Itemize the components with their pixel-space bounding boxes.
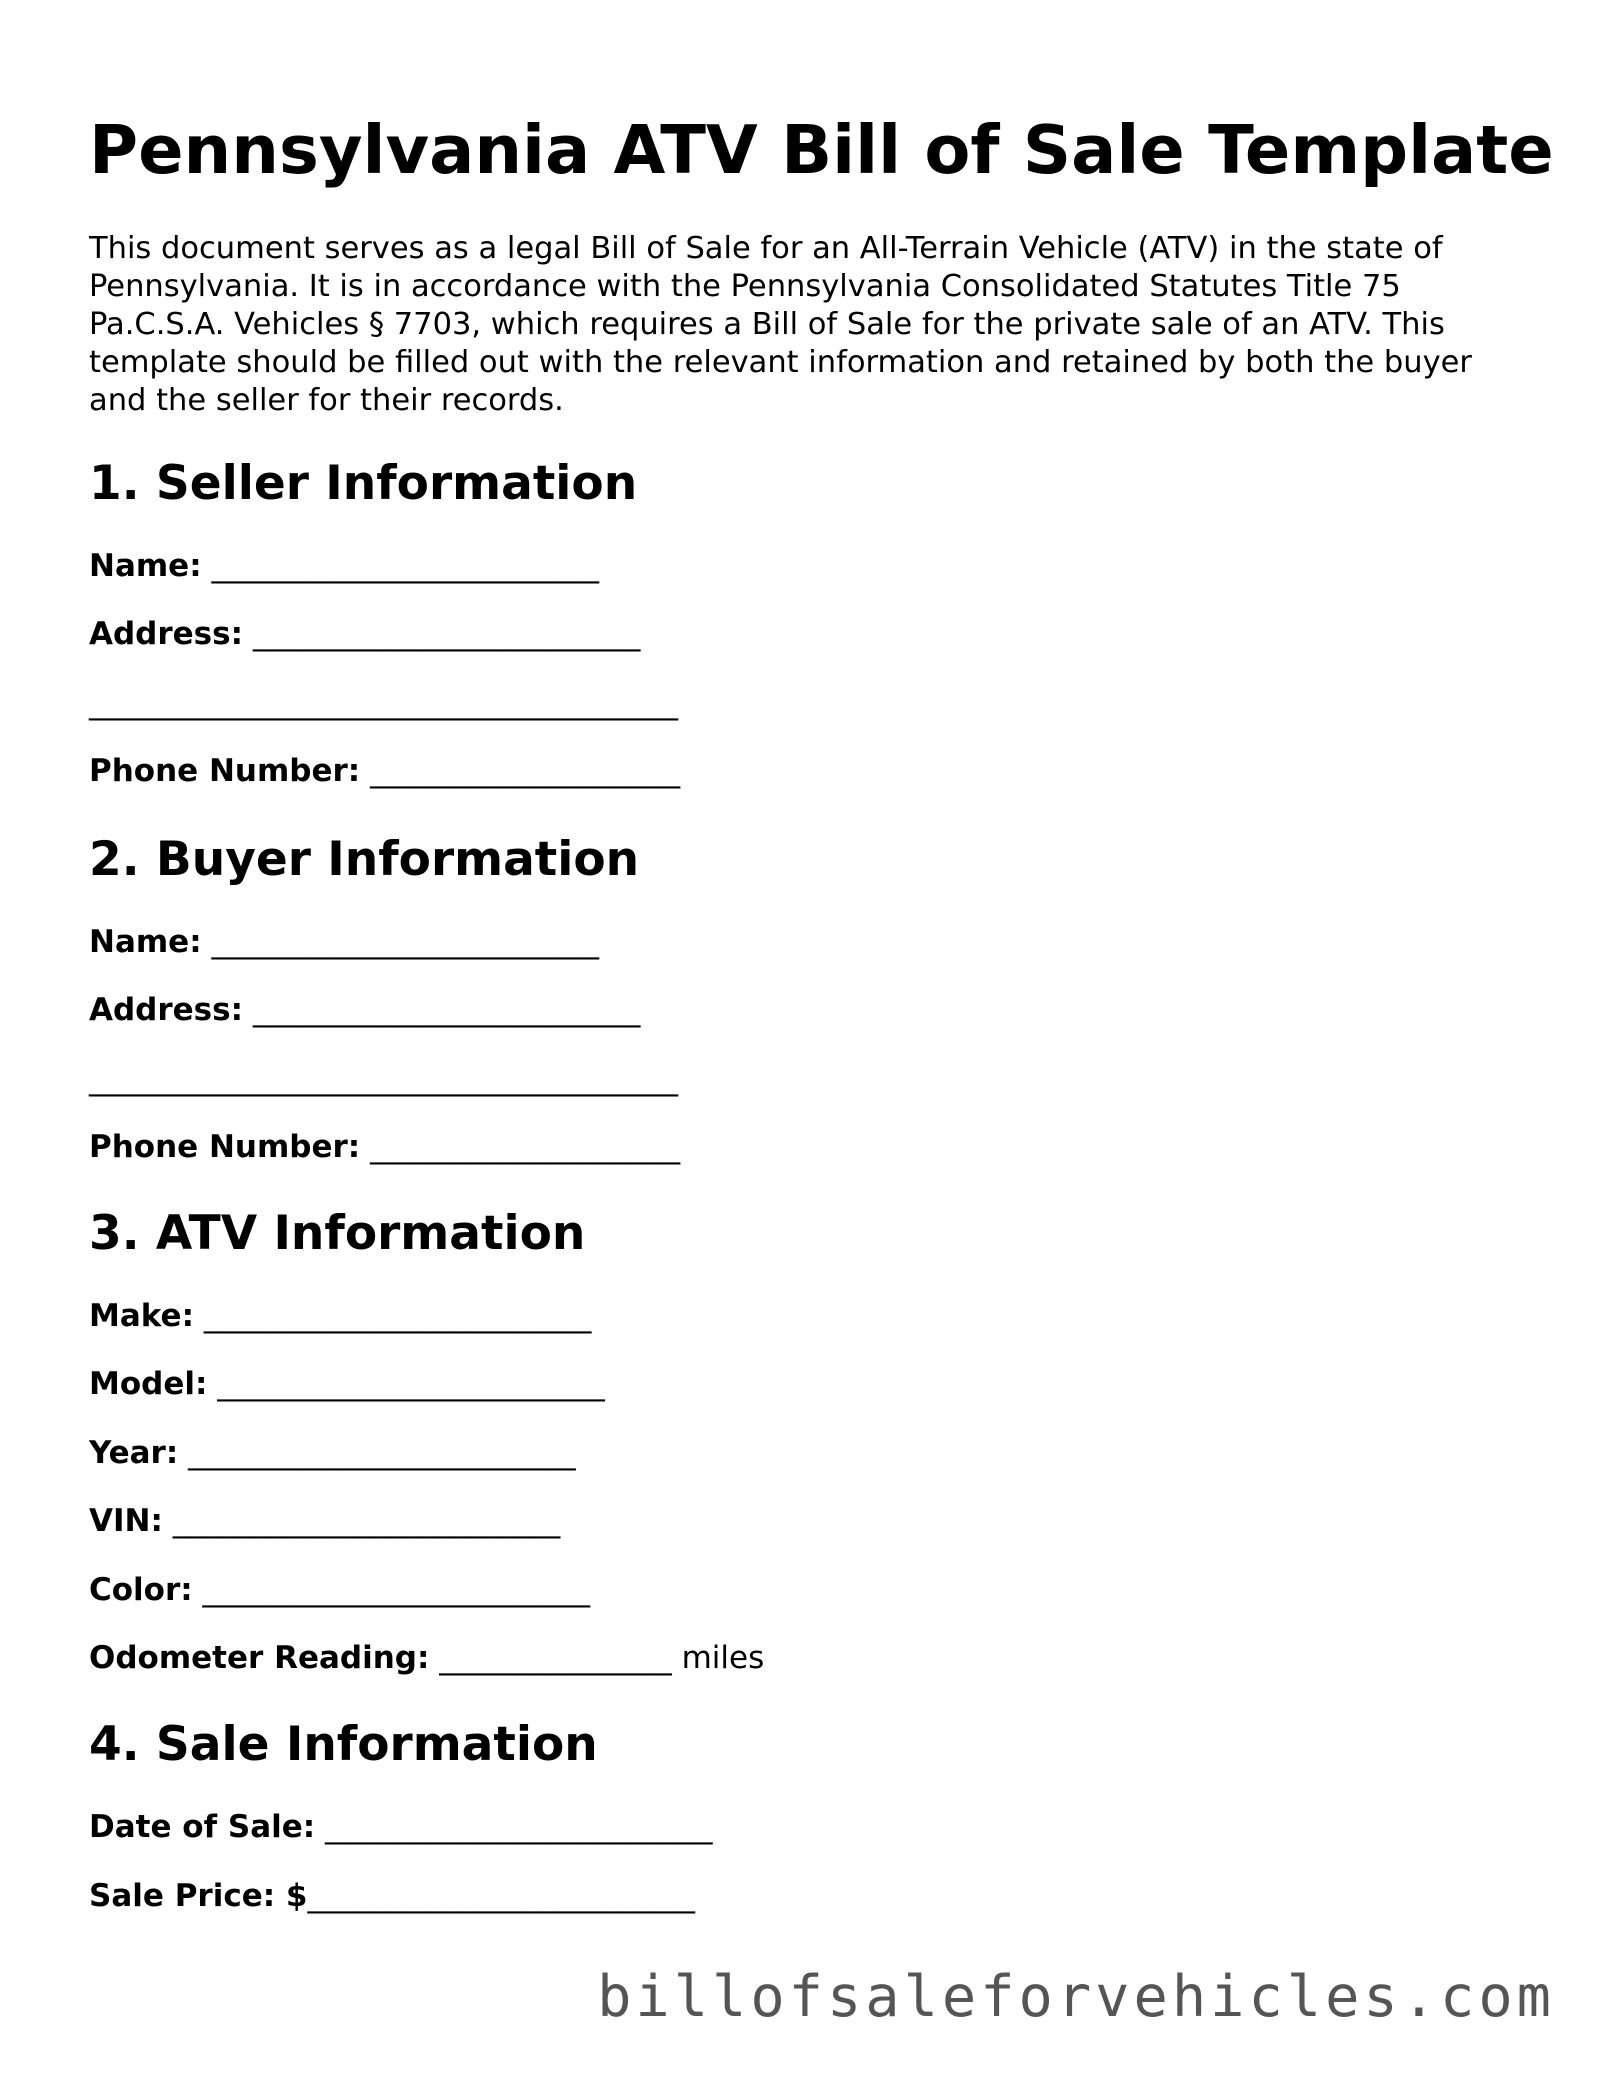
buyer-address-line2 — [89, 1060, 678, 1098]
seller-section-heading: 1. Seller Information — [89, 456, 638, 511]
atv-make-field — [89, 1297, 591, 1335]
seller-name-label: Name: — [89, 548, 202, 584]
atv-make-label: Make: — [89, 1298, 194, 1334]
sale-date-field — [89, 1808, 713, 1846]
sale-section-heading: 4. Sale Information — [89, 1717, 598, 1772]
seller-address-line2-blank[interactable]: ______________________________________ — [89, 685, 678, 721]
buyer-phone-blank[interactable]: ____________________ — [370, 1129, 681, 1165]
buyer-phone-field — [89, 1128, 680, 1166]
atv-year-blank[interactable]: _________________________ — [188, 1435, 576, 1471]
sale-price-label: Sale Price: $ — [89, 1878, 308, 1914]
atv-odometer-field — [89, 1639, 764, 1677]
atv-odometer-unit: miles — [681, 1640, 765, 1676]
atv-vin-blank[interactable]: _________________________ — [172, 1503, 561, 1539]
atv-color-label: Color: — [89, 1572, 193, 1608]
atv-color-blank[interactable]: _________________________ — [202, 1572, 591, 1608]
sale-price-field — [89, 1877, 695, 1915]
buyer-name-blank[interactable]: _________________________ — [211, 924, 599, 960]
atv-make-blank[interactable]: _________________________ — [203, 1298, 592, 1334]
atv-odometer-blank[interactable]: _______________ — [439, 1640, 672, 1676]
buyer-address-blank[interactable]: _________________________ — [252, 992, 641, 1028]
seller-address-field — [89, 615, 640, 653]
page-title: Pennsylvania ATV Bill of Sale Template — [89, 111, 1554, 189]
buyer-name-field — [89, 923, 599, 961]
buyer-phone-label: Phone Number: — [89, 1129, 361, 1165]
seller-address-line2 — [89, 684, 678, 722]
seller-address-blank[interactable]: _________________________ — [252, 616, 641, 652]
seller-address-label: Address: — [89, 616, 243, 652]
buyer-section-heading: 2. Buyer Information — [89, 832, 640, 887]
atv-odometer-label: Odometer Reading: — [89, 1640, 430, 1676]
sale-date-label: Date of Sale: — [89, 1809, 316, 1845]
seller-name-blank[interactable]: _________________________ — [211, 548, 599, 584]
atv-color-field — [89, 1571, 590, 1609]
atv-model-blank[interactable]: _________________________ — [217, 1366, 605, 1402]
sale-date-blank[interactable]: _________________________ — [325, 1809, 713, 1845]
atv-vin-label: VIN: — [89, 1503, 163, 1539]
buyer-address-label: Address: — [89, 992, 243, 1028]
seller-phone-blank[interactable]: ____________________ — [370, 753, 681, 789]
buyer-address-field — [89, 991, 640, 1029]
atv-model-field — [89, 1365, 605, 1403]
buyer-address-line2-blank[interactable]: ______________________________________ — [89, 1061, 678, 1097]
atv-year-field — [89, 1434, 576, 1472]
atv-model-label: Model: — [89, 1366, 208, 1402]
buyer-name-label: Name: — [89, 924, 202, 960]
sale-price-blank[interactable]: _________________________ — [307, 1878, 695, 1914]
seller-name-field — [89, 547, 599, 585]
seller-phone-field — [89, 752, 680, 790]
watermark: billofsaleforvehicles.com — [597, 1964, 1555, 2030]
atv-vin-field — [89, 1502, 560, 1540]
intro-paragraph: This document serves as a legal Bill of Sale for an All-Terrain Vehicle (ATV) in the state of Pennsylvania. It is in accordance with the Pennsylvania Consolidated Statutes Title 75 Pa.C.S.A. Vehicles § 7703, which requires a Bill of Sale for the private sale of an ATV. This template should be filled out with the relevant information and retained by both the buyer and the seller for their records. — [89, 231, 1472, 418]
atv-year-label: Year: — [89, 1435, 179, 1471]
seller-phone-label: Phone Number: — [89, 753, 361, 789]
atv-section-heading: 3. ATV Information — [89, 1206, 586, 1261]
